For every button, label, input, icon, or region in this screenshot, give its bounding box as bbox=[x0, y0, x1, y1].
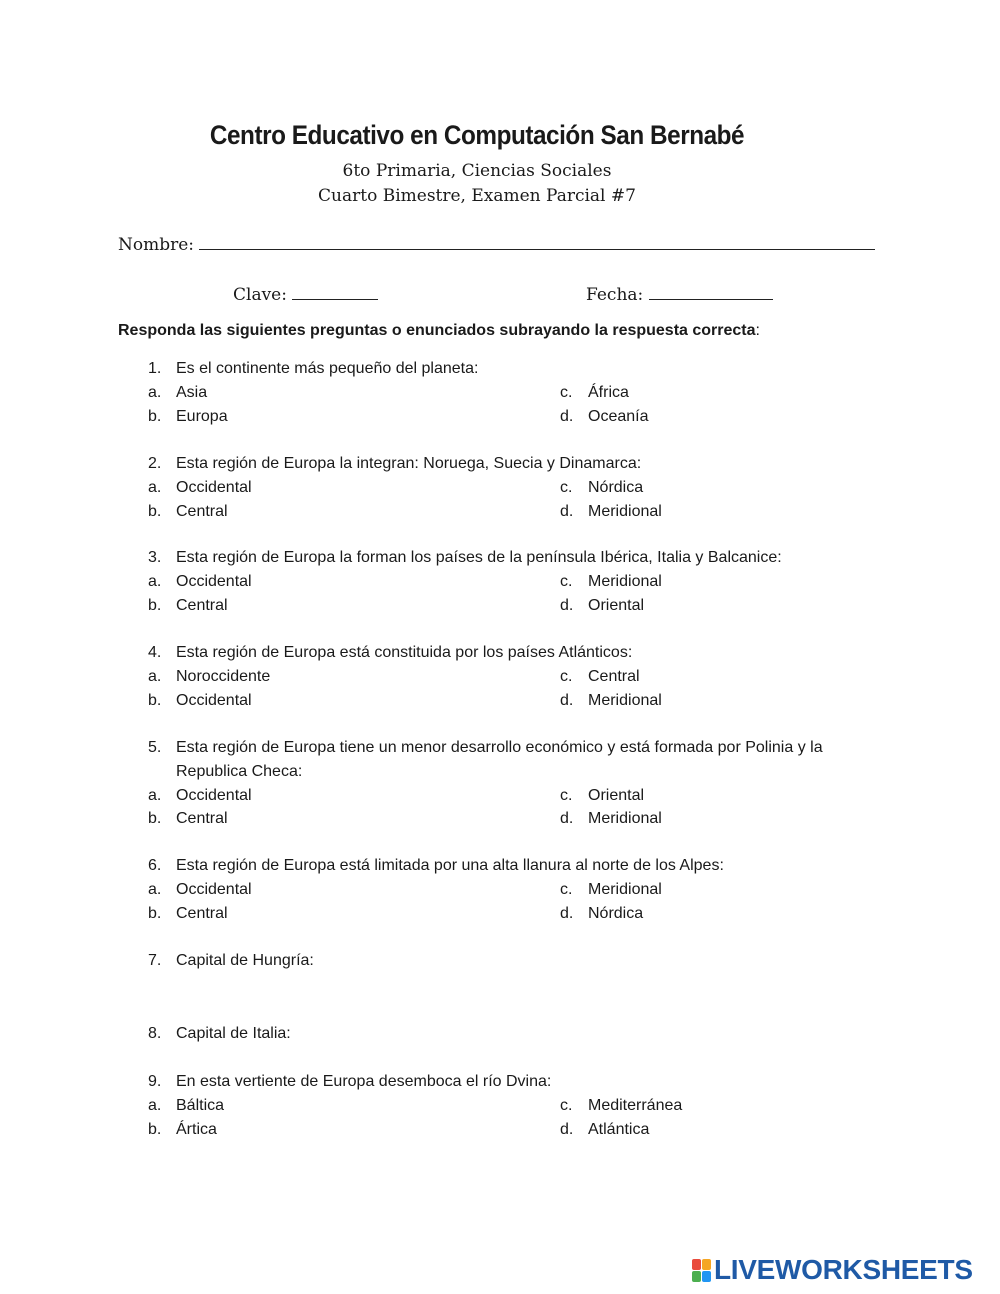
option-letter: a. bbox=[148, 1096, 162, 1114]
option-a[interactable]: Noroccidente bbox=[176, 667, 271, 685]
option-letter: b. bbox=[148, 691, 162, 709]
question-text: Esta región de Europa está constituida por los países Atlánticos: bbox=[176, 644, 633, 661]
option-letter: b. bbox=[148, 904, 162, 922]
question-number: 6. bbox=[148, 857, 162, 874]
option-d[interactable]: Atlántica bbox=[588, 1120, 650, 1138]
option-d[interactable]: Nórdica bbox=[588, 904, 644, 922]
instructions-text: Responda las siguientes preguntas o enunciados subrayando la respuesta correcta bbox=[118, 322, 756, 339]
option-letter: c. bbox=[560, 786, 573, 804]
logo-tile-orange bbox=[702, 1259, 711, 1270]
question-5 bbox=[0, 736, 1000, 831]
question-text: Esta región de Europa está limitada por una alta llanura al norte de los Alpes: bbox=[176, 857, 724, 874]
option-c[interactable]: Oriental bbox=[588, 786, 645, 804]
question-7 bbox=[0, 949, 1000, 973]
option-b[interactable]: Central bbox=[176, 596, 228, 614]
clave-row bbox=[233, 285, 378, 305]
instructions bbox=[118, 322, 760, 340]
option-letter: d. bbox=[560, 407, 574, 425]
option-letter: a. bbox=[148, 667, 162, 685]
option-b[interactable]: Occidental bbox=[176, 691, 252, 709]
option-c[interactable]: Meridional bbox=[588, 572, 662, 590]
option-letter: d. bbox=[560, 904, 574, 922]
question-number: 9. bbox=[148, 1073, 162, 1090]
option-letter: a. bbox=[148, 478, 162, 496]
question-number: 8. bbox=[148, 1025, 162, 1042]
option-d[interactable]: Meridional bbox=[588, 691, 662, 709]
question-number: 3. bbox=[148, 549, 162, 566]
clave-blank[interactable] bbox=[292, 285, 378, 300]
option-b[interactable]: Central bbox=[176, 810, 228, 828]
option-c[interactable]: Meridional bbox=[588, 880, 662, 898]
liveworksheets-logo bbox=[692, 1255, 973, 1285]
question-3 bbox=[0, 546, 1000, 617]
option-a[interactable]: Occidental bbox=[176, 880, 252, 898]
question-number: 7. bbox=[148, 952, 162, 969]
option-c[interactable]: Mediterránea bbox=[588, 1096, 683, 1114]
option-d[interactable]: Oceanía bbox=[588, 407, 649, 425]
option-letter: b. bbox=[148, 407, 162, 425]
option-letter: d. bbox=[560, 1120, 574, 1138]
option-letter: b. bbox=[148, 1120, 162, 1138]
question-text[interactable]: Capital de Hungría: bbox=[176, 952, 314, 969]
question-text: Es el continente más pequeño del planeta: bbox=[176, 360, 479, 377]
option-letter: b. bbox=[148, 810, 162, 828]
school-name: Centro Educativo en Computación San Bernabé bbox=[209, 120, 745, 150]
option-letter: c. bbox=[560, 880, 573, 898]
question-number: 4. bbox=[148, 644, 162, 661]
option-a[interactable]: Occidental bbox=[176, 478, 252, 496]
option-c[interactable]: Central bbox=[588, 667, 640, 685]
option-letter: a. bbox=[148, 786, 162, 804]
exam-title: Cuarto Bimestre, Examen Parcial #7 bbox=[318, 186, 636, 206]
nombre-row bbox=[118, 235, 875, 255]
question-number: 5. bbox=[148, 739, 162, 756]
question-number: 2. bbox=[148, 455, 162, 472]
question-text: Esta región de Europa la forman los países de la península Ibérica, Italia y Balcanice: bbox=[176, 549, 782, 566]
option-b[interactable]: Europa bbox=[176, 407, 228, 425]
option-d[interactable]: Meridional bbox=[588, 502, 662, 520]
option-letter: c. bbox=[560, 478, 573, 496]
nombre-label: Nombre: bbox=[118, 235, 195, 255]
logo-tile-blue bbox=[702, 1271, 711, 1282]
option-letter: c. bbox=[560, 1096, 573, 1114]
question-text: En esta vertiente de Europa desemboca el río Dvina: bbox=[176, 1073, 552, 1090]
question-4 bbox=[0, 641, 1000, 712]
option-b[interactable]: Ártica bbox=[176, 1120, 217, 1138]
option-a[interactable]: Asia bbox=[176, 383, 208, 401]
option-letter: a. bbox=[148, 572, 162, 590]
question-text[interactable]: Capital de Italia: bbox=[176, 1025, 291, 1042]
nombre-blank[interactable] bbox=[199, 235, 875, 250]
option-b[interactable]: Central bbox=[176, 502, 228, 520]
question-2 bbox=[0, 452, 1000, 523]
option-letter: d. bbox=[560, 596, 574, 614]
option-b[interactable]: Central bbox=[176, 904, 228, 922]
question-8 bbox=[0, 1022, 1000, 1046]
fecha-blank[interactable] bbox=[649, 285, 773, 300]
option-letter: c. bbox=[560, 572, 573, 590]
option-letter: b. bbox=[148, 502, 162, 520]
option-letter: a. bbox=[148, 880, 162, 898]
option-letter: d. bbox=[560, 502, 574, 520]
grade-subject: 6to Primaria, Ciencias Sociales bbox=[342, 161, 612, 181]
fecha-label: Fecha: bbox=[586, 285, 644, 305]
liveworksheets-logo-icon bbox=[692, 1259, 711, 1282]
fecha-row bbox=[586, 285, 773, 305]
question-text-continued: Republica Checa: bbox=[176, 762, 303, 780]
option-letter: d. bbox=[560, 691, 574, 709]
option-letter: b. bbox=[148, 596, 162, 614]
option-a[interactable]: Occidental bbox=[176, 786, 252, 804]
option-d[interactable]: Meridional bbox=[588, 810, 662, 828]
question-6 bbox=[0, 854, 1000, 925]
question-9 bbox=[0, 1070, 1000, 1141]
clave-label: Clave: bbox=[233, 285, 287, 305]
option-a[interactable]: Báltica bbox=[176, 1096, 225, 1114]
option-letter: c. bbox=[560, 667, 573, 685]
option-a[interactable]: Occidental bbox=[176, 572, 252, 590]
question-number: 1. bbox=[148, 360, 162, 377]
option-c[interactable]: África bbox=[588, 383, 629, 401]
liveworksheets-wordmark: LIVEWORKSHEETS bbox=[714, 1254, 973, 1285]
logo-tile-green bbox=[692, 1271, 701, 1282]
instructions-colon: : bbox=[755, 322, 760, 339]
option-c[interactable]: Nórdica bbox=[588, 478, 644, 496]
question-text: Esta región de Europa la integran: Noruega, Suecia y Dinamarca: bbox=[176, 455, 642, 472]
option-d[interactable]: Oriental bbox=[588, 596, 645, 614]
option-letter: a. bbox=[148, 383, 162, 401]
option-letter: d. bbox=[560, 810, 574, 828]
question-1 bbox=[0, 357, 1000, 428]
logo-tile-red bbox=[692, 1259, 701, 1270]
option-letter: c. bbox=[560, 383, 573, 401]
question-text: Esta región de Europa tiene un menor desarrollo económico y está formada por Polinia y la bbox=[176, 739, 823, 756]
